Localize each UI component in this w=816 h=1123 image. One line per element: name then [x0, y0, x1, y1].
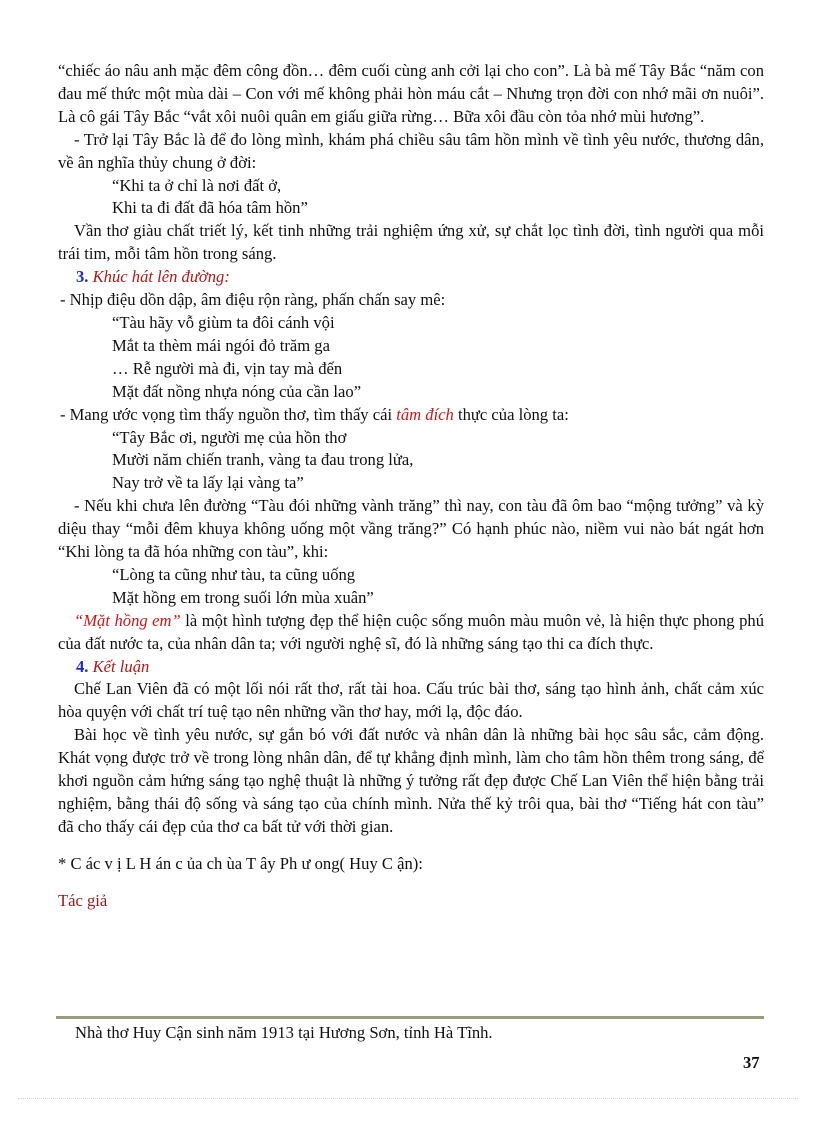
text-span: là một hình tượng đẹp thể hiện cuộc sống muôn màu muôn vẻ, là hiện thực phong phú của đất nước ta, của nhân dân ta; với người nghệ sĩ, đó là những sáng tạo thi ca đích thực.: [58, 610, 764, 653]
quote-line: Nay trở về ta lấy lại vàng ta”: [112, 473, 304, 493]
quote-line: Mặt hồng em trong suối lớn mùa xuân”: [112, 587, 374, 607]
text-span: thực của lòng ta:: [453, 404, 569, 424]
paragraph-conclusion-1: Chế Lan Viên đã có một lối nói rất thơ, rất tài hoa. Cấu trúc bài thơ, sáng tạo hình ảnh, chất cảm xúc hòa quyện với chất trí tuệ tạo nên những vần thơ hay, mới lạ, độc đáo.: [58, 679, 764, 722]
quote-line: “Khi ta ở chỉ là nơi đất ở,: [112, 175, 282, 195]
poem-quote-4: [58, 564, 764, 610]
highlight-mat-hong-em: “Mặt hồng em”: [74, 610, 181, 630]
author-bio: Nhà thơ Huy Cận sinh năm 1913 tại Hương Sơn, tỉnh Hà Tĩnh.: [75, 1023, 493, 1042]
paragraph-conclusion-2: Bài học về tình yêu nước, sự gắn bó với đất nước và nhân dân là những bài học sâu sắc, cảm động. Khát vọng được trở về trong lòng nhân dân, để tự khẳng định mình, làm cho tâm hồn thêm trong sáng, để khơi nguồn cảm hứng sáng tạo nghệ thuật là những ý tưởng rất đẹp được Chế Lan Viên thể hiện bằng trải nghiệm, bằng thái độ sống và sáng tạo của chính mình. Nửa thế kỷ trôi qua, bài thơ “Tiếng hát con tàu” đã cho thấy cái đẹp của thơ ca bất tử với thời gian.: [58, 725, 764, 836]
poem-quote-2: [58, 312, 764, 404]
paragraph-mat-hong-em: [58, 610, 764, 656]
footer-dotted-line: [18, 1098, 798, 1099]
quote-line: Mười năm chiến tranh, vàng ta đau trong lửa,: [112, 450, 414, 470]
next-section-heading: * C ác v ị L H án c ủa ch ùa T ây Ph ư ong( Huy C ận):: [58, 853, 423, 873]
paragraph-train-dream: - Nếu khi chưa lên đường “Tàu đói những vành trăng” thì nay, con tàu đã ôm bao “mộng tưởng” và kỳ diệu thay “mỗi đêm khuya không uống một vầng trăng?” Có hạnh phúc nào, niềm vui nào bát ngát hơn “Khi lòng ta đã hóa những con tàu”, khi:: [58, 496, 764, 562]
paragraph-philosophy: Vần thơ giàu chất triết lý, kết tinh những trải nghiệm ứng xử, sự chắt lọc tình đời, tình người qua mỗi trái tim, mỗi tâm hồn trong sáng.: [58, 221, 764, 264]
author-heading: Tác giả: [58, 890, 108, 910]
poem-quote-1: [58, 175, 764, 221]
quote-line: “Tàu hãy vỗ giùm ta đôi cánh vội: [112, 312, 335, 332]
section-heading-4: [58, 656, 764, 679]
section-title: Kết luận: [92, 656, 150, 676]
paragraph-intro: “chiếc áo nâu anh mặc đêm công đồn… đêm cuối cùng anh cởi lại cho con”. Là bà mế Tây Bắc “năm con đau mế thức một mùa dài – Con với mế không phải hòn máu cắt – Nhưng trọn đời con nhớ mãi ơn nuôi”. Là cô gái Tây Bắc “vắt xôi nuôi quân em giấu giữa rừng… Bữa xôi đầu còn tỏa nhớ mùi hương”.: [58, 61, 764, 126]
quote-line: … Rễ người mà đi, vịn tay mà đến: [112, 358, 343, 378]
section-heading-3: [58, 266, 764, 289]
section-number: 4.: [76, 656, 89, 676]
horizontal-rule: [56, 1016, 764, 1019]
section-number: 3.: [76, 267, 89, 287]
paragraph-return-tay-bac: - Trở lại Tây Bắc là để đo lòng mình, khám phá chiều sâu tâm hồn mình về tình yêu nước, thương dân, về ân nghĩa thủy chung ở đời:: [58, 129, 764, 172]
quote-line: Mặt đất nồng nhựa nóng của cần lao”: [112, 381, 362, 401]
text-span: - Mang ước vọng tìm thấy nguồn thơ, tìm thấy cái: [60, 404, 397, 424]
quote-line: Mắt ta thèm mái ngói đỏ trăm ga: [112, 335, 330, 355]
quote-line: “Tây Bắc ơi, người mẹ của hồn thơ: [112, 427, 347, 447]
page-number: 37: [743, 1053, 760, 1072]
paragraph-rhythm: - Nhịp điệu dồn dập, âm điệu rộn ràng, phấn chấn say mê:: [60, 290, 446, 310]
highlight-tam-dich: tâm đích: [396, 404, 454, 424]
poem-quote-3: [58, 427, 764, 496]
section-title: Khúc hát lên đường:: [92, 267, 230, 287]
quote-line: Khi ta đi đất đã hóa tâm hồn”: [112, 198, 308, 218]
page-content: [58, 60, 764, 913]
paragraph-aspiration: [58, 404, 764, 427]
quote-line: “Lòng ta cũng như tàu, ta cũng uống: [112, 564, 356, 584]
